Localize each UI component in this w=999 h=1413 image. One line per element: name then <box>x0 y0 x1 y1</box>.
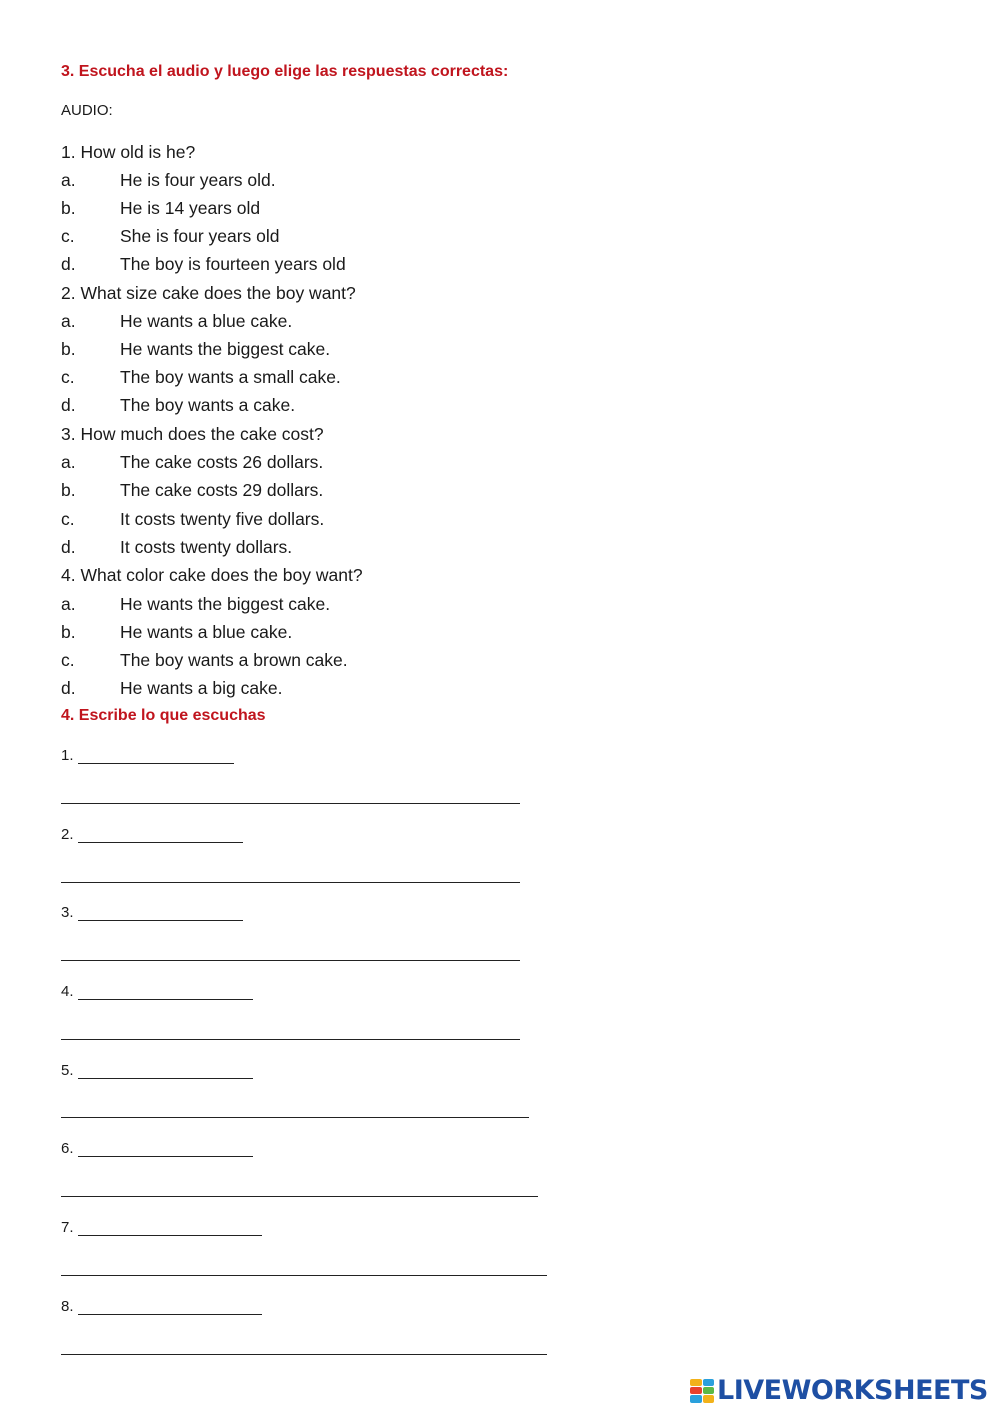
option-text: He is 14 years old <box>120 198 261 218</box>
option-text: It costs twenty dollars. <box>120 537 293 557</box>
write-item-7-long-input[interactable] <box>61 1275 547 1276</box>
option-3c[interactable] <box>61 509 324 530</box>
option-text: It costs twenty five dollars. <box>120 509 325 529</box>
write-item-6-long-input[interactable] <box>61 1196 538 1197</box>
write-item-6-short-input[interactable] <box>78 1156 253 1157</box>
option-letter: b. <box>61 480 76 500</box>
option-text: He wants a big cake. <box>120 678 283 698</box>
option-text: The cake costs 29 dollars. <box>120 480 324 500</box>
option-text: The cake costs 26 dollars. <box>120 452 324 472</box>
option-1a[interactable] <box>61 170 276 191</box>
option-text: The boy wants a small cake. <box>120 367 341 387</box>
option-4b[interactable] <box>61 622 292 643</box>
option-letter: c. <box>61 367 75 387</box>
option-letter: a. <box>61 170 76 190</box>
write-item-8-short-input[interactable] <box>78 1314 262 1315</box>
option-text: She is four years old <box>120 226 280 246</box>
option-3d[interactable] <box>61 537 292 558</box>
write-item-6-label: 6. <box>61 1140 74 1157</box>
write-item-7-label: 7. <box>61 1219 74 1236</box>
option-2a[interactable] <box>61 311 292 332</box>
option-2c[interactable] <box>61 367 341 388</box>
option-3a[interactable] <box>61 452 323 473</box>
question-2: 2. What size cake does the boy want? <box>61 283 356 303</box>
write-item-1-short-input[interactable] <box>78 763 234 764</box>
option-letter: d. <box>61 395 76 415</box>
option-1c[interactable] <box>61 226 280 247</box>
option-text: The boy wants a cake. <box>120 395 296 415</box>
option-text: He is four years old. <box>120 170 276 190</box>
option-letter: b. <box>61 339 76 359</box>
liveworksheets-logo-icon <box>690 1379 714 1403</box>
question-4: 4. What color cake does the boy want? <box>61 565 363 585</box>
option-letter: a. <box>61 594 76 614</box>
write-item-5-long-input[interactable] <box>61 1117 529 1118</box>
write-item-4-short-input[interactable] <box>78 999 253 1000</box>
option-text: He wants the biggest cake. <box>120 339 331 359</box>
option-letter: b. <box>61 622 76 642</box>
option-text: The boy is fourteen years old <box>120 254 346 274</box>
option-text: The boy wants a brown cake. <box>120 650 348 670</box>
option-letter: d. <box>61 537 76 557</box>
question-3: 3. How much does the cake cost? <box>61 424 324 444</box>
option-3b[interactable] <box>61 480 323 501</box>
option-letter: a. <box>61 311 76 331</box>
option-letter: d. <box>61 254 76 274</box>
option-text: He wants a blue cake. <box>120 311 293 331</box>
option-1d[interactable] <box>61 254 346 275</box>
write-item-3-short-input[interactable] <box>78 920 243 921</box>
option-2b[interactable] <box>61 339 330 360</box>
write-item-3-label: 3. <box>61 904 74 921</box>
write-item-2-long-input[interactable] <box>61 882 520 883</box>
write-item-4-label: 4. <box>61 983 74 1000</box>
option-4c[interactable] <box>61 650 348 671</box>
option-2d[interactable] <box>61 395 295 416</box>
question-1: 1. How old is he? <box>61 142 196 162</box>
write-item-2-short-input[interactable] <box>78 842 243 843</box>
option-text: He wants a blue cake. <box>120 622 293 642</box>
option-letter: c. <box>61 226 75 246</box>
write-item-3-long-input[interactable] <box>61 960 520 961</box>
option-letter: c. <box>61 509 75 529</box>
write-item-5-short-input[interactable] <box>78 1078 253 1079</box>
write-item-1-long-input[interactable] <box>61 803 520 804</box>
write-item-7-short-input[interactable] <box>78 1235 262 1236</box>
write-item-8-long-input[interactable] <box>61 1354 547 1355</box>
write-item-1-label: 1. <box>61 747 74 764</box>
option-letter: a. <box>61 452 76 472</box>
write-item-2-label: 2. <box>61 826 74 843</box>
option-4d[interactable] <box>61 678 282 699</box>
brand-name: LIVEWORKSHEETS <box>717 1375 988 1406</box>
audio-label: AUDIO: <box>61 102 113 119</box>
section-3-heading: 3. Escucha el audio y luego elige las respuestas correctas: <box>61 63 509 80</box>
write-item-8-label: 8. <box>61 1298 74 1315</box>
write-item-5-label: 5. <box>61 1062 74 1079</box>
section-4-heading: 4. Escribe lo que escuchas <box>61 707 266 724</box>
option-text: He wants the biggest cake. <box>120 594 331 614</box>
option-letter: c. <box>61 650 75 670</box>
write-item-4-long-input[interactable] <box>61 1039 520 1040</box>
liveworksheets-logo[interactable] <box>690 1375 988 1406</box>
option-letter: d. <box>61 678 76 698</box>
option-1b[interactable] <box>61 198 260 219</box>
option-letter: b. <box>61 198 76 218</box>
option-4a[interactable] <box>61 594 330 615</box>
